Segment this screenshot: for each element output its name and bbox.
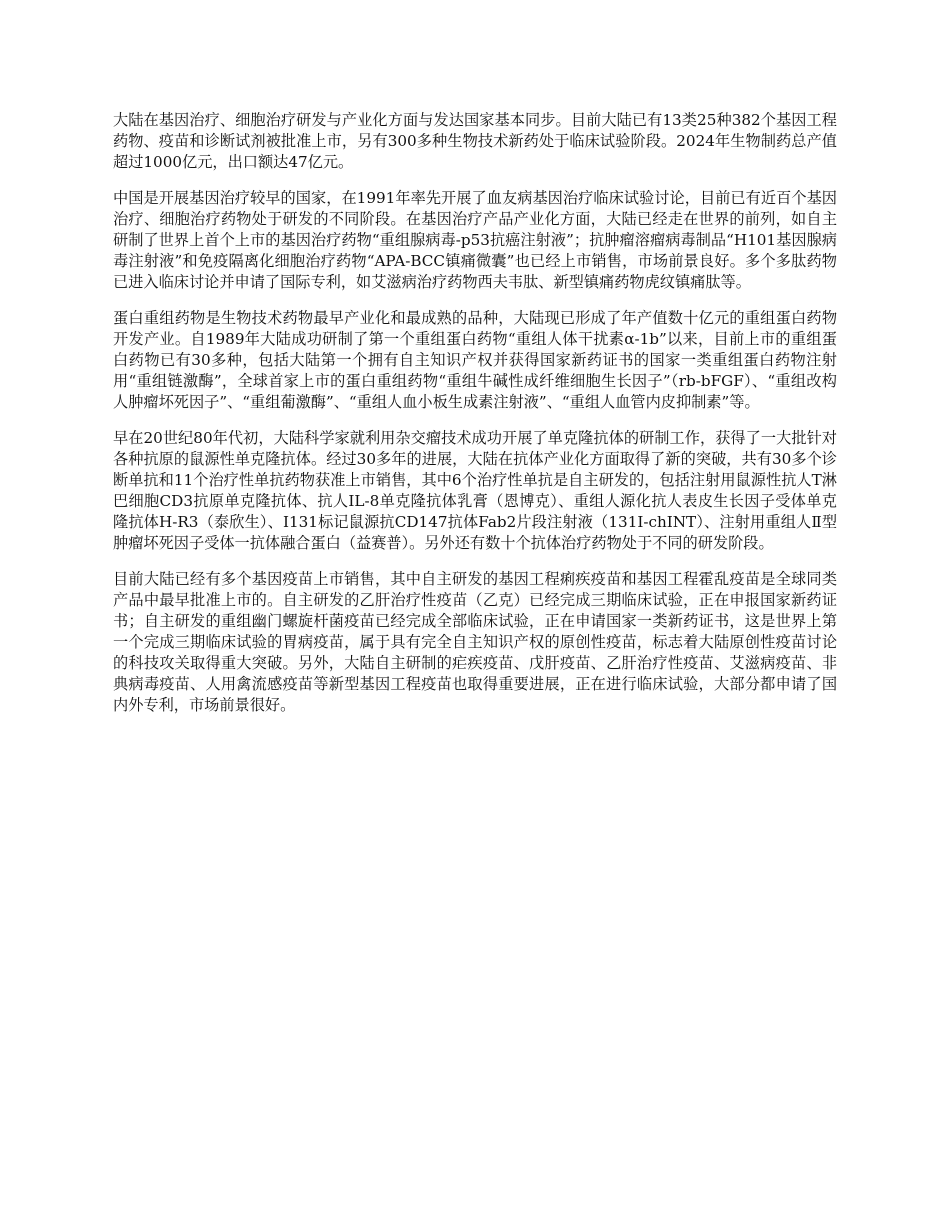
document-body [113, 110, 837, 731]
paragraph-gene-cell-therapy-overview: 大陆在基因治疗、细胞治疗研发与产业化方面与发达国家基本同步。目前大陆已有13类25种382个基因工程药物、疫苗和诊断试剂被批准上市，另有300多种生物技术新药处于临床试验阶段。2024年生物制药总产值超过1000亿元，出口额达47亿元。 [113, 111, 837, 171]
paragraph-gene-vaccines: 目前大陆已经有多个基因疫苗上市销售，其中自主研发的基因工程痢疾疫苗和基因工程霍乱疫苗是全球同类产品中最早批准上市的。自主研发的乙肝治疗性疫苗（乙克）已经完成三期临床试验，正在申报国家新药证书；自主研发的重组幽门螺旋杆菌疫苗已经完成全部临床试验，正在申请国家一类新药证书，这是世界上第一个完成三期临床试验的胃病疫苗，属于具有完全自主知识产权的原创性疫苗，标志着大陆原创性疫苗讨论的科技攻关取得重大突破。另外，大陆自主研制的疟疾疫苗、戊肝疫苗、乙肝治疗性疫苗、艾滋病疫苗、非典病毒疫苗、人用禽流感疫苗等新型基因工程疫苗也取得重要进展，正在进行临床试验，大部分都申请了国内外专利，市场前景很好。 [113, 570, 837, 714]
paragraph-monoclonal-antibodies: 早在20世纪80年代初，大陆科学家就利用杂交瘤技术成功开展了单克隆抗体的研制工作，获得了一大批针对各种抗原的鼠源性单克隆抗体。经过30多年的进展，大陆在抗体产业化方面取得了新的突破，共有30多个诊断单抗和11个治疗性单抗药物获准上市销售，其中6个治疗性单抗是自主研发的，包括注射用鼠源性抗人T淋巴细胞CD3抗原单克隆抗体、抗人IL-8单克隆抗体乳膏（恩博克）、重组人源化抗人表皮生长因子受体单克隆抗体H-R3（泰欣生）、I131标记鼠源抗CD147抗体Fab2片段注射液（131I-chINT）、注射用重组人Ⅱ型肿瘤坏死因子受体一抗体融合蛋白（益赛普）。另外还有数十个抗体治疗药物处于不同的研发阶段。 [113, 429, 837, 552]
paragraph-recombinant-protein-drugs: 蛋白重组药物是生物技术药物最早产业化和最成熟的品种，大陆现已形成了年产值数十亿元的重组蛋白药物开发产业。自1989年大陆成功研制了第一个重组蛋白药物“重组人体干扰素α-1b”以来，目前上市的重组蛋白药物已有30多种，包括大陆第一个拥有自主知识产权并获得国家新药证书的国家一类重组蛋白药物注射用“重组链激酶”，全球首家上市的蛋白重组药物“重组牛碱性成纤维细胞生长因子”（rb-bFGF）、“重组改构人肿瘤坏死因子”、“重组葡激酶”、“重组人血小板生成素注射液”、“重组人血管内皮抑制素”等。 [113, 309, 837, 411]
paragraph-gene-therapy-china: 中国是开展基因治疗较早的国家，在1991年率先开展了血友病基因治疗临床试验讨论，目前已有近百个基因治疗、细胞治疗药物处于研发的不同阶段。在基因治疗产品产业化方面，大陆已经走在世界的前列，如自主研制了世界上首个上市的基因治疗药物“重组腺病毒-p53抗癌注射液”；抗肿瘤溶瘤病毒制品“H101基因腺病毒注射液”和免疫隔离化细胞治疗药物“APA-BCC镇痛微囊”也已经上市销售，市场前景良好。多个多肽药物已进入临床讨论并申请了国际专利，如艾滋病治疗药物西夫韦肽、新型镇痛药物虎纹镇痛肽等。 [113, 189, 837, 291]
